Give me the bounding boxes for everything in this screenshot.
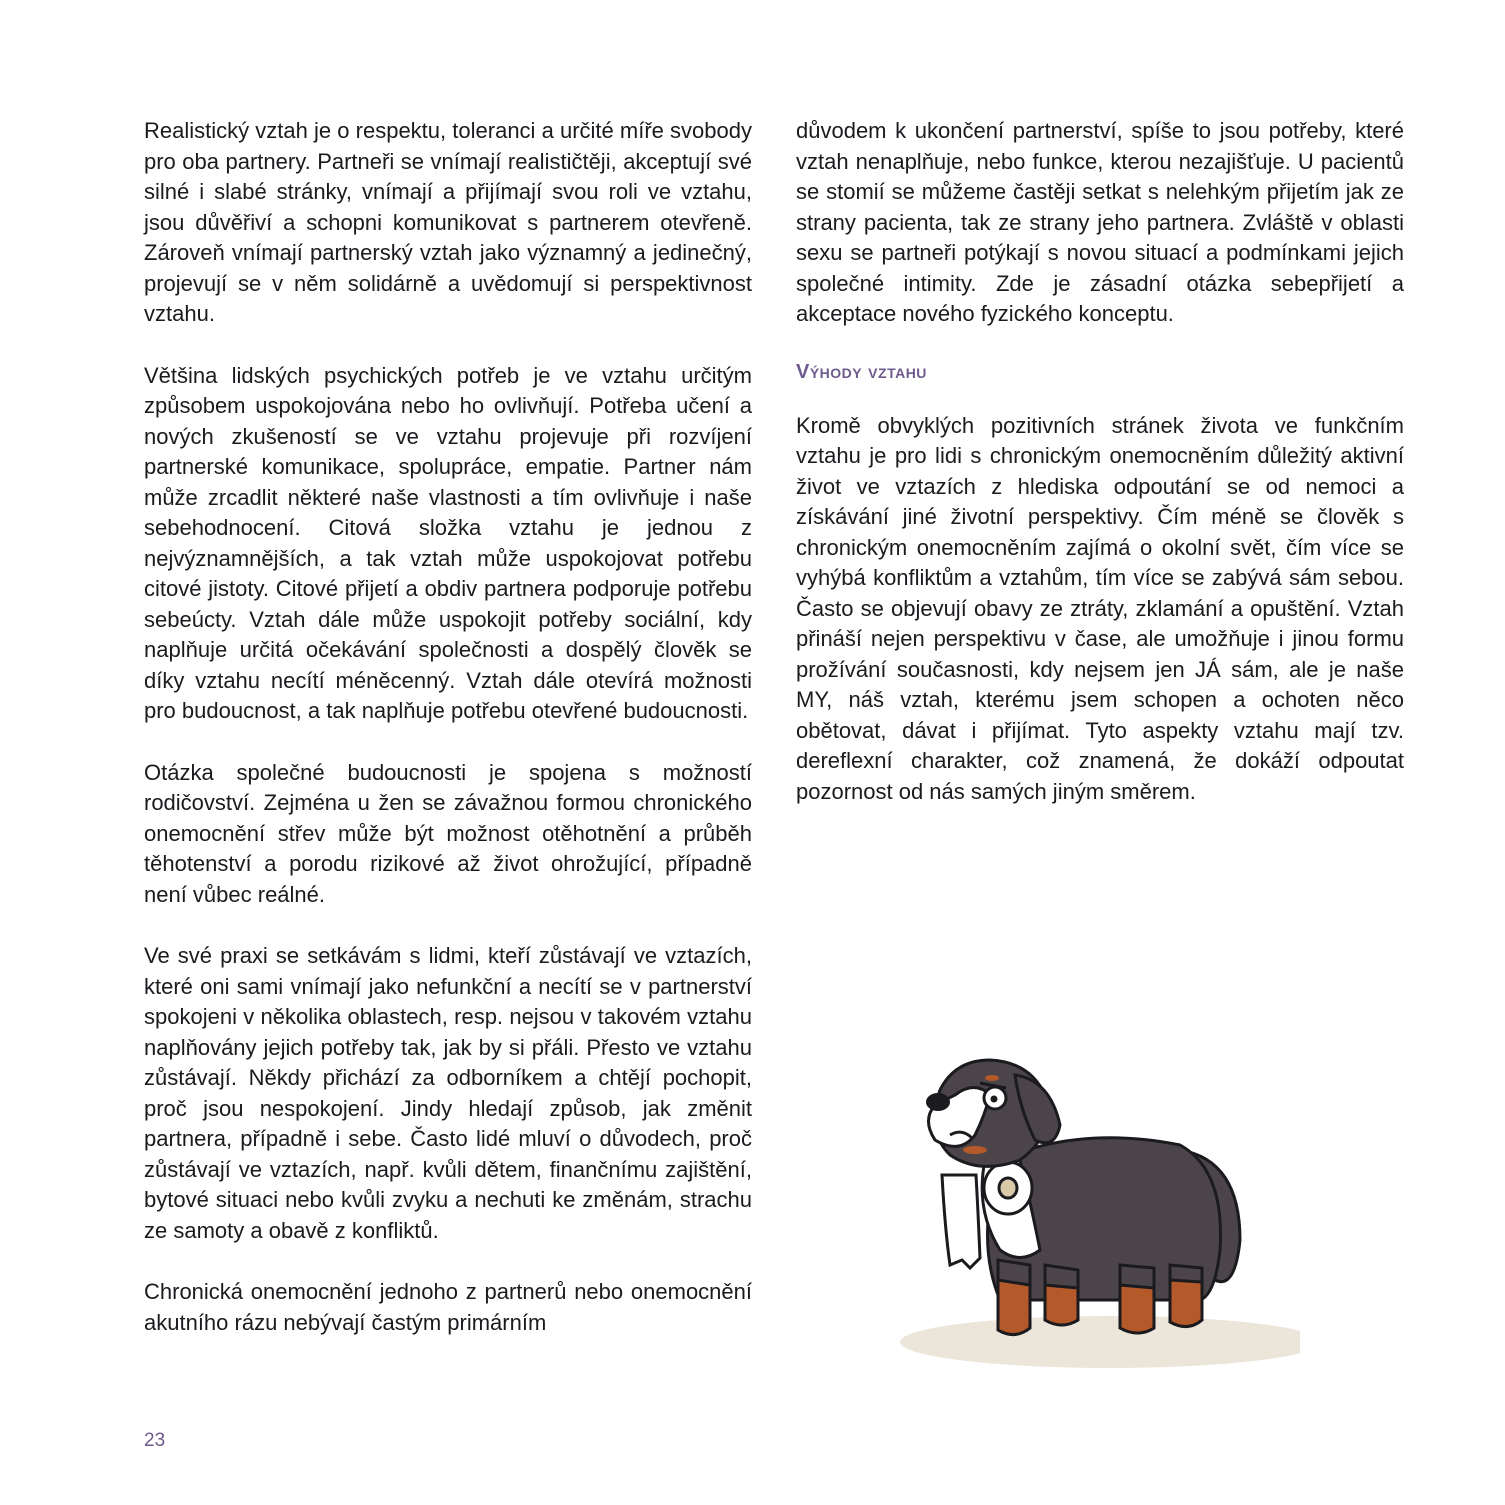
left-text-column — [144, 116, 752, 1369]
dog-nose — [926, 1093, 950, 1111]
toilet-paper-sheet — [942, 1175, 980, 1268]
paragraph-psychological-needs: Většina lidských psychických potřeb je ve vztahu určitým způsobem uspokojována nebo ho ovlivňují. Potřeba učení a nových zkušeností se ve vztahu projevuje při rozvíjení partnerské komunikace, spolupráce, empatie. Partner nám může zrcadlit některé naše vlastnosti a tím ovlivňuje i naše sebehodnocení. Citová složka vztahu je jednou z nejvýznamnějších, a tak vztah může uspokojovat potřebu citové jistoty. Citové přijetí a obdiv partnera podporuje potřebu sebeúcty. Vztah dále může uspokojit potřeby sociální, kdy naplňuje určitá očekávání společnosti a dospělý člověk se díky vztahu necítí méněcenný. Vztah dále otevírá možnosti pro budoucnost, a tak naplňuje potřebu otevřené budoucnosti. — [144, 362, 752, 723]
paragraph-common-future: Otázka společné budoucnosti je spojena s možností rodičovství. Zejména u žen se závažnou formou chronického onemocnění střev může být možnost otěhotnění a průběh těhotenství a porodu rizikové až život ohrožující, případně není vůbec reálné. — [144, 759, 752, 907]
paragraph-practice: Ve své praxi se setkávám s lidmi, kteří zůstávají ve vztazích, které oni sami vnímají jako nefunkční a necítí se v partnerství spokojeni v několika oblastech, resp. nejsou v takovém vztahu naplňovány jejich potřeby tak, jak by si přáli. Přesto ve vztahu zůstávají. Někdy přichází za odborníkem a chtějí pochopit, proč jsou nespokojení. Jindy hledají způsob, jak změnit partnera, případně i sebe. Často lidé mluví o důvodech, proč zůstávají ve vztazích, např. kvůli dětem, finančnímu zajištění, bytové situaci nebo kvůli zvyku a nechuti ke změnám, strachu ze samoty a obavě z konfliktů. — [144, 943, 752, 1243]
right-text-column — [796, 116, 1404, 838]
paragraph-continuation: důvodem k ukončení partnerství, spíše to jsou potřeby, které vztah nenaplňuje, nebo funkce, kterou nezajišťuje. U pacientů se stomií se můžeme častěji setkat s nelehkým přijetím jak ze strany pacienta, tak ze strany jeho partnera. Zvláště v oblasti sexu se partneři potýkají s novou situací a podmínkami jejich společné intimity. Zde je zásadní otázka sebepřijetí a akceptace nového fyzického konceptu. — [796, 118, 1404, 326]
dog-paw-back-right — [1170, 1280, 1202, 1327]
paragraph-realistic-relationship: Realistický vztah je o respektu, toleranci a určité míře svobody pro oba partnery. Partneři se vnímají realističtěji, akceptují své silné i slabé stránky, vnímají a přijímají svou roli ve vztahu, jsou důvěřiví a schopni komunikovat s partnerem otevřeně. Zároveň vnímají partnerský vztah jako významný a jedinečný, projevují se v něm solidárně a uvědomují si perspektivnost vztahu. — [144, 118, 752, 326]
dog-paw-front-right — [1045, 1285, 1078, 1325]
paragraph-chronic-illness: Chronická onemocnění jednoho z partnerů nebo onemocnění akutního rázu nebývají častým primárním — [144, 1279, 752, 1335]
dog-illustration — [880, 1040, 1300, 1380]
dog-paw-front-left — [998, 1280, 1030, 1335]
section-heading: Výhody vztahu — [796, 360, 927, 383]
page-number: 23 — [144, 1430, 166, 1451]
paragraph-advantages: Kromě obvyklých pozitivních stránek života ve funkčním vztahu je pro lidi s chronickým onemocněním důležitý aktivní život ve vztazích z hlediska odpoutání se od nemoci a získávání jiné životní perspektivy. Čím méně se člověk s chronickým onemocněním zajímá o okolní svět, čím více se vyhýbá konfliktům a vztahům, tím více se zabývá sám sebou. Často se objevují obavy ze ztráty, zklamání a opuštění. Vztah přináší nejen perspektivu v čase, ale umožňuje i jinou formu prožívání současnosti, kdy nejsem jen JÁ sám, ale je naše MY, náš vztah, kterému jsem schopen a ochoten něco obětovat, dávat i přijímat. Tyto aspekty vztahu mají tzv. dereflexní charakter, což znamená, že dokáží odpoutat pozornost od nás samých jiným směrem. — [796, 412, 1404, 804]
dog-paw-back-left — [1120, 1285, 1154, 1333]
ground-shadow — [900, 1316, 1300, 1368]
